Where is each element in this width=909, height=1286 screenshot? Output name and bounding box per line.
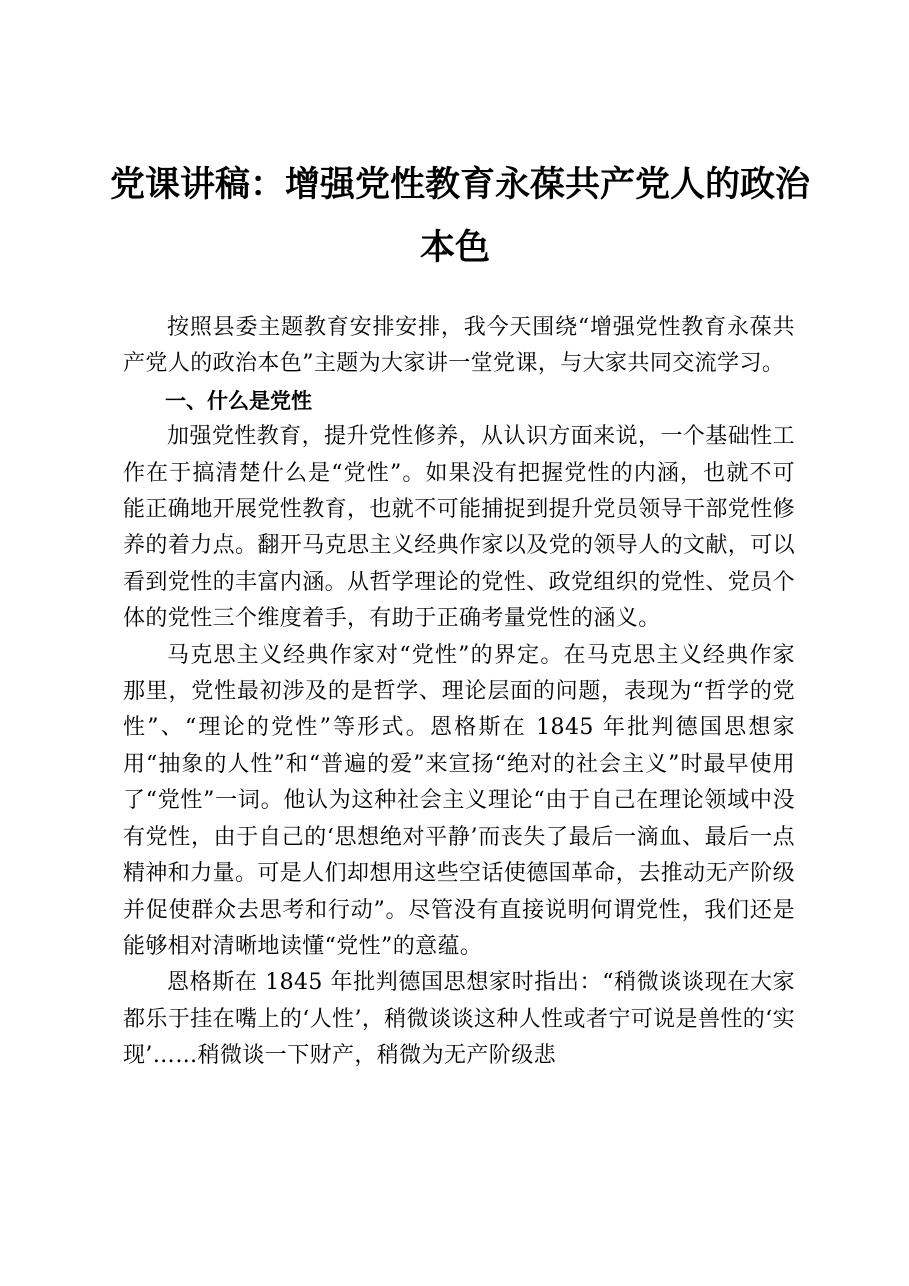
body-paragraph: 马克思主义经典作家对“党性”的界定。在马克思主义经典作家那里，党性最初涉及的是哲学、理论层面的问题，表现为“哲学的党性”、“理论的党性”等形式。恩格斯在 1845 年批判德国思想家用“抽象的人性”和“普遍的爱”来宣扬“绝对的社会主义”时最早使用了“党性”一词。他认为这种社会主义理论“由于自己在理论领域中没有党性，由于自己的‘思想绝对平静’而丧失了最后一滴血、最后一点精神和力量。可是人们却想用这些空话使德国革命，去推动无产阶级并促使群众去思考和行动”。尽管没有直接说明何谓党性，我们还是能够相对清晰地读懂“党性”的意蕴。 [123, 642, 796, 959]
body-paragraph: 加强党性教育，提升党性修养，从认识方面来说，一个基础性工作在于搞清楚什么是“党性”。如果没有把握党性的内涵，也就不可能正确地开展党性教育，也就不可能捕捉到提升党员领导干部党性修养的着力点。翻开马克思主义经典作家以及党的领导人的文献，可以看到党性的丰富内涵。从哲学理论的党性、政党组织的党性、党员个体的党性三个维度着手，有助于正确考量党性的涵义。 [123, 424, 796, 632]
document-title-line-1: 党课讲稿：增强党性教育永葆共产党人的政治 [110, 164, 811, 205]
document-body [123, 310, 795, 1075]
document-title-line-2: 本色 [419, 227, 490, 268]
section-heading: 一、什么是党性 [165, 388, 312, 413]
intro-paragraph: 按照县委主题教育安排安排，我今天围绕“增强党性教育永葆共产党人的政治本色”主题为大家讲一堂党课，与大家共同交流学习。 [123, 315, 795, 377]
body-paragraph: 恩格斯在 1845 年批判德国思想家时指出：“稍微谈谈现在大家都乐于挂在嘴上的‘人性’，稍微谈谈这种人性或者宁可说是兽性的‘实现’……稍微谈一下财产，稍微为无产阶级悲 [123, 970, 795, 1069]
